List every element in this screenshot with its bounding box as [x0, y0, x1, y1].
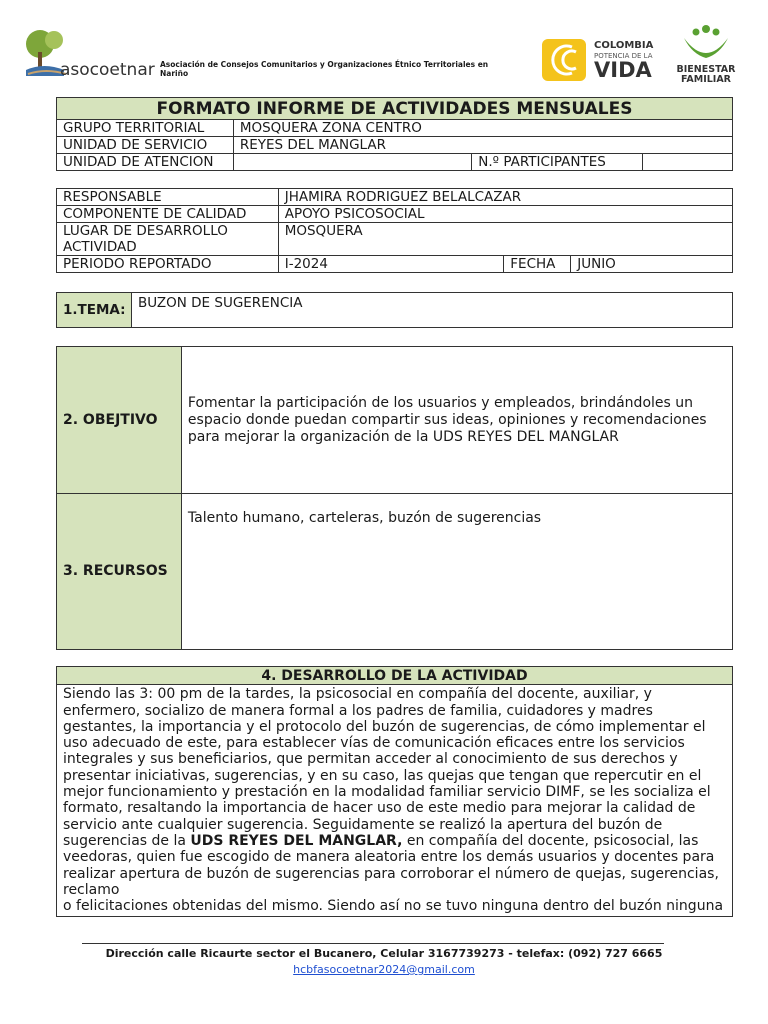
componente-value: APOYO PSICOSOCIAL	[278, 206, 732, 223]
icbf-line2: FAMILIAR	[681, 74, 731, 85]
tema-table	[56, 292, 733, 328]
lugar-label: LUGAR DE DESARROLLO ACTIVIDAD	[57, 223, 279, 256]
servicio-value: REYES DEL MANGLAR	[233, 137, 732, 154]
footer-email	[0, 963, 768, 976]
details-table	[56, 188, 733, 273]
info-table	[56, 97, 733, 171]
atencion-label: UNIDAD DE ATENCION	[57, 154, 234, 171]
footer-email-link[interactable]: hcbfasocoetnar2024@gmail.com	[293, 963, 475, 976]
desarrollo-text-part2: en compañía del docente, psicosocial, las veedoras, quien fue escogido de manera aleatoria entre los demás usuarios y docentes para realizar apertura de buzón de sugerencias para corroborar el número de quejas, sugerencias, reclamo	[63, 832, 719, 898]
tema-value: BUZON DE SUGERENCIA	[131, 293, 732, 328]
vida-line1: COLOMBIA	[594, 40, 654, 51]
footer-divider	[82, 943, 664, 944]
vida-sun-icon	[542, 39, 586, 81]
desarrollo-title: 4. DESARROLLO DE LA ACTIVIDAD	[57, 667, 733, 685]
fecha-label: FECHA	[504, 256, 571, 273]
participantes-label: N.º PARTICIPANTES	[472, 154, 643, 171]
objetivo-label: 2. OBEJTIVO	[57, 347, 182, 494]
periodo-value: I-2024	[278, 256, 504, 273]
icbf-logo	[674, 24, 738, 86]
desarrollo-text-part3: o felicitaciones obtenidas del mismo. Siendo así no se tuvo ninguna dentro del buzón ninguna	[63, 898, 724, 915]
objetivo-recursos-table	[56, 346, 733, 650]
recursos-label: 3. RECURSOS	[57, 494, 182, 650]
desarrollo-text-bold: UDS REYES DEL MANGLAR,	[190, 832, 403, 849]
lugar-value: MOSQUERA	[278, 223, 732, 256]
icbf-line1: BIENESTAR	[676, 64, 736, 75]
desarrollo-table	[56, 666, 733, 917]
desarrollo-text-part1: Siendo las 3: 00 pm de la tardes, la psicosocial en compañía del docente, auxiliar, y enfermero, socializo de manera formal a los padres de familia, cuidadores y madres gestantes, la importancia y el protocolo del buzón de sugerencias, de cómo implementar el uso adecuado de este, para establecer vías de comunicación eficaces entre los servicios integrales y sus beneficiarios, que permitan acceder al conocimiento de sus derechos y presentar iniciativas, sugerencias, y en su caso, las quejas que tengan que repercutir en el mejor funcionamiento y prestación en la modalidad familiar servicio DIMF, se les socializa el formato, resaltando la importancia de hacer uso de este medio para mejorar la calidad de servicio ante cualquier sugerencia. Seguidamente se realizó la apertura del buzón de sugerencias de la	[63, 686, 711, 849]
org-logo-text: asocoetnar	[60, 60, 155, 80]
family-icon	[674, 24, 738, 64]
grupo-label: GRUPO TERRITORIAL	[57, 120, 234, 137]
participantes-value	[643, 154, 733, 171]
form-title: FORMATO INFORME DE ACTIVIDADES MENSUALES	[57, 98, 733, 120]
colombia-vida-logo	[542, 38, 660, 82]
vida-line3: VIDA	[594, 58, 652, 82]
asocoetnar-logo	[24, 26, 155, 82]
atencion-value	[233, 154, 471, 171]
servicio-label: UNIDAD DE SERVICIO	[57, 137, 234, 154]
tema-label: 1.TEMA:	[57, 293, 132, 328]
periodo-label: PERIODO REPORTADO	[57, 256, 279, 273]
responsable-value: JHAMIRA RODRIGUEZ BELALCAZAR	[278, 189, 732, 206]
responsable-label: RESPONSABLE	[57, 189, 279, 206]
objetivo-value: Fomentar la participación de los usuarios y empleados, brindándoles un espacio donde puedan compartir sus ideas, opiniones y recomendaciones para mejorar la organización de la UDS REYES DEL MANGLAR	[181, 347, 732, 494]
vida-line2: POTENCIA DE LA	[594, 52, 653, 60]
recursos-value: Talento humano, carteleras, buzón de sugerencias	[181, 494, 732, 650]
fecha-value: JUNIO	[571, 256, 733, 273]
org-full-name: Asociación de Consejos Comunitarios y Organizaciones Étnico Territoriales en Nariño	[160, 60, 489, 78]
desarrollo-text	[57, 685, 733, 917]
grupo-value: MOSQUERA ZONA CENTRO	[233, 120, 732, 137]
componente-label: COMPONENTE DE CALIDAD	[57, 206, 279, 223]
footer-address: Dirección calle Ricaurte sector el Bucanero, Celular 3167739273 - telefax: (092) 727 6665	[105, 947, 663, 960]
